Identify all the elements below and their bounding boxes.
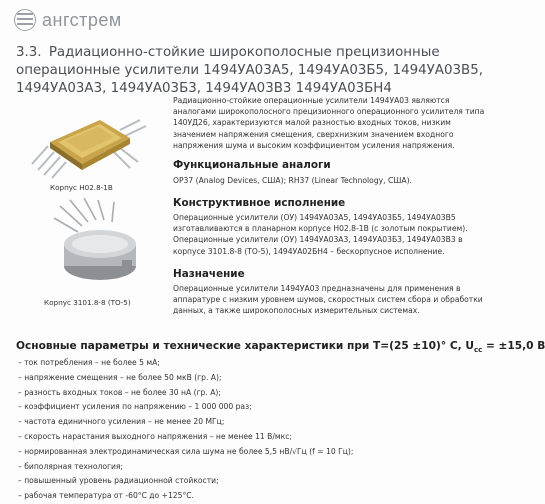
- design-title: Конструктивное исполнение: [173, 197, 346, 209]
- to5-package-image: [52, 198, 152, 296]
- package2-caption: Корпус 3101.8-8 (ТО-5): [44, 298, 131, 307]
- intro-paragraph: Радиационно-стойкие операционные усилители 1494УА03 являются аналогами широкополосного прецизионного операционного усилителя типа 140УД26, характеризуются малой разностью входных токов, низким значением напряжения смещения, сверхнизким значением входного напряжения шума и высоким коэффициентом усиления напряжения.: [173, 96, 485, 150]
- planar-package-image: [30, 112, 150, 180]
- section-heading: [16, 44, 490, 98]
- list-item: – напряжение смещения – не более 50 мкВ (гр. А);: [18, 371, 353, 386]
- logo-text: ангстрем: [42, 9, 122, 30]
- functional-title: Функциональные аналоги: [173, 159, 331, 171]
- list-item: – биполярная технология;: [18, 460, 353, 475]
- functional-text: OP37 (Analog Devices, США); RH37 (Linear Technology, США).: [173, 176, 412, 185]
- list-item: – скорость нарастания выходного напряжения – не менее 11 В/мкс;: [18, 430, 353, 445]
- list-item: – нормированная электродинамическая сила шума не более 5,5 нВ/√Гц (f = 10 Гц);: [18, 445, 353, 460]
- params-title-sub: cc: [473, 346, 483, 355]
- list-item: – рабочая температура от -60°С до +125°С.: [18, 489, 353, 504]
- list-item: – коэффициент усиления по напряжению – 1 000 000 раз;: [18, 400, 353, 415]
- params-list: [18, 356, 353, 504]
- purpose-title: Назначение: [173, 268, 245, 280]
- list-item: – разность входных токов – не более 30 нА (гр. А);: [18, 386, 353, 401]
- section-title: Радиационно-стойкие широкополосные прецизионные операционные усилители 1494УА03А5, 1494УА03Б5, 1494УА03В5, 1494УА03А3, 1494УА03Б3, 1494УА03В3 1494УА03БН4: [16, 45, 483, 96]
- company-logo: [14, 9, 122, 31]
- purpose-text: Операционные усилители 1494УА03 предназначены для применения в аппаратуре с низким уровнем шумов, скоростных систем сбора и обработки данных, а также широкополосных измерительных системах.: [173, 284, 483, 316]
- design-text: Операционные усилители (ОУ) 1494УА03А5, 1494УА03Б5, 1494УА03В5 изготавливаются в планарном корпусе Н02.8-1В (с золотым покрытием). Операционные усилители (ОУ) 1494УА03А3, 1494УА03Б3, 1494УА03В3 в корпусе 3101.8-8 (ТО-5), 1494УА02БН4 – бескорпусное исполнение.: [173, 213, 468, 256]
- package1-caption: Корпус Н02.8-1В: [50, 183, 113, 192]
- params-title-tail: = ±15,0 В: [482, 340, 545, 352]
- section-number: 3.3.: [16, 45, 42, 60]
- params-title: [16, 340, 545, 355]
- list-item: – ток потребления – не более 5 мА;: [18, 356, 353, 371]
- list-item: – повышенный уровень радиационной стойкости;: [18, 474, 353, 489]
- params-title-main: Основные параметры и технические характеристики при T=(25 ±10)° С, U: [16, 340, 474, 352]
- list-item: – частота единичного усиления – не менее 20 МГц;: [18, 415, 353, 430]
- logo-globe-icon: [14, 9, 36, 31]
